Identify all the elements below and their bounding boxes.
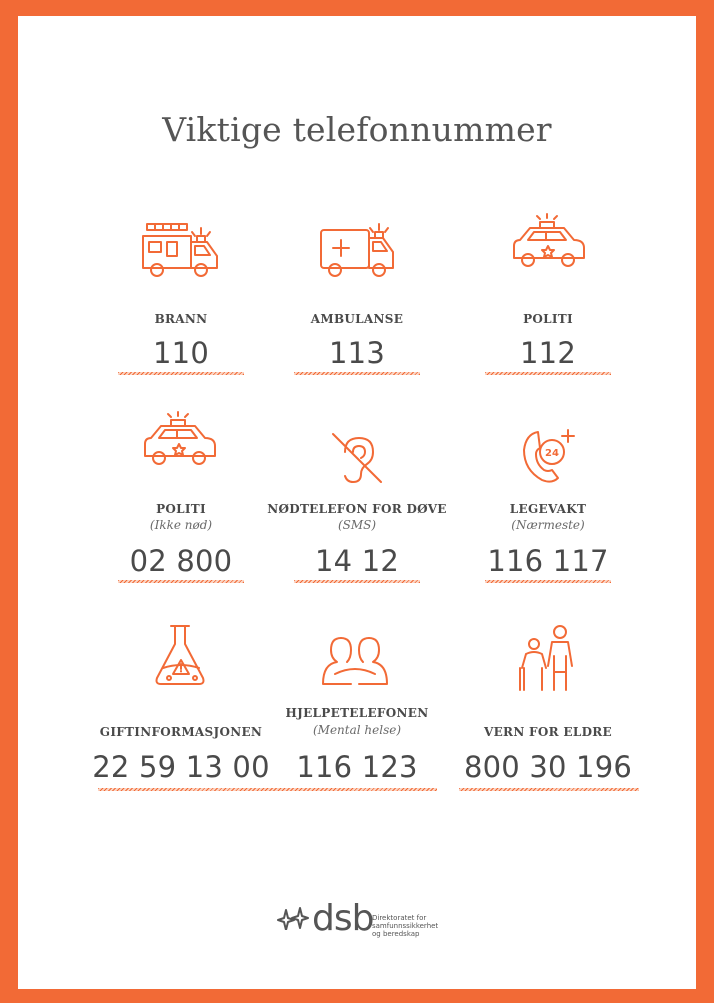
phone-number[interactable]: 112 <box>520 336 576 370</box>
card-label: GIFTINFORMASJONEN <box>99 725 263 739</box>
dsb-star-icon <box>276 906 310 930</box>
phone-number[interactable]: 116 117 <box>487 544 609 578</box>
police-car-icon <box>510 212 588 274</box>
page-title: Viktige telefonnummer <box>162 110 552 149</box>
underline-divider <box>459 788 639 791</box>
dsb-description-line: Direktoratet for <box>372 914 427 922</box>
phone-number[interactable]: 116 123 <box>296 750 418 784</box>
card-nodtelefon-dove <box>257 410 457 590</box>
elderly-people-icon <box>514 622 580 694</box>
phone-number[interactable]: 22 59 13 00 <box>92 750 270 784</box>
card-label: HJELPETELEFONEN <box>285 706 429 720</box>
card-vern-for-eldre <box>448 620 648 800</box>
card-sublabel: (Ikke nød) <box>149 518 213 532</box>
card-brann <box>81 216 281 386</box>
card-hjelpetelefonen <box>257 620 457 800</box>
dsb-description <box>372 914 462 938</box>
phone-number[interactable]: 113 <box>329 336 385 370</box>
underline-divider <box>294 372 420 375</box>
ambulance-icon <box>317 216 397 280</box>
police-car-icon <box>141 410 219 472</box>
card-legevakt <box>448 410 648 590</box>
underline-divider <box>485 372 611 375</box>
card-label: POLITI <box>156 502 206 516</box>
underline-divider <box>118 372 244 375</box>
dsb-description-line: og beredskap <box>372 930 420 938</box>
card-label: NØDTELEFON FOR DØVE <box>267 502 447 516</box>
phone-number[interactable]: 02 800 <box>129 544 233 578</box>
underline-divider <box>294 580 420 583</box>
phone-number[interactable]: 110 <box>153 336 209 370</box>
underline-divider <box>98 788 260 791</box>
card-label: LEGEVAKT <box>509 502 587 516</box>
card-label: BRANN <box>154 312 208 326</box>
card-label: POLITI <box>523 312 573 326</box>
underline-divider <box>259 788 437 791</box>
poison-flask-icon <box>151 620 211 692</box>
hugging-people-icon <box>319 634 391 692</box>
card-ambulanse <box>257 216 457 386</box>
underline-divider <box>118 580 244 583</box>
card-politi <box>448 216 648 386</box>
card-label: AMBULANSE <box>310 312 404 326</box>
card-giftinformasjonen <box>81 620 281 800</box>
dsb-logo-text: dsb <box>312 898 374 939</box>
card-sublabel: (Nærmeste) <box>511 518 585 532</box>
deaf-ear-icon <box>329 430 385 486</box>
phone-number[interactable]: 800 30 196 <box>463 750 633 784</box>
dsb-logo <box>276 896 466 956</box>
poster <box>18 16 696 989</box>
underline-divider <box>485 580 611 583</box>
phone-number[interactable]: 14 12 <box>314 544 400 578</box>
dsb-description-line: samfunnssikkerhet <box>372 922 439 930</box>
fire-truck-icon <box>141 216 223 280</box>
card-label: VERN FOR ELDRE <box>483 725 612 739</box>
card-sublabel: (Mental helse) <box>312 723 402 737</box>
svg-text:24: 24 <box>545 448 559 459</box>
card-politi-ikke-nod <box>81 410 281 590</box>
phone-24-icon <box>518 426 582 486</box>
card-sublabel: (SMS) <box>337 518 377 532</box>
